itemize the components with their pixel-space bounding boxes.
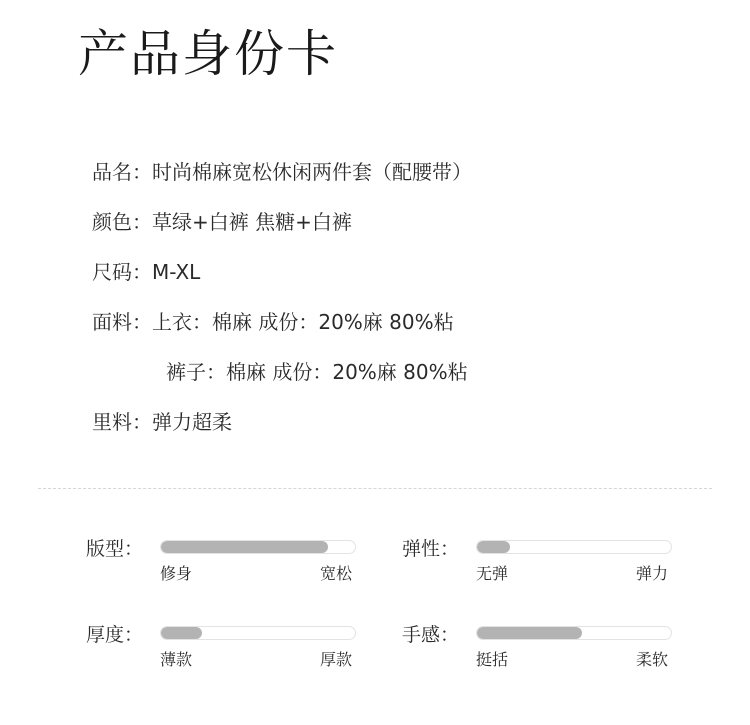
spec-row-lining <box>92 408 232 436</box>
spec-label: 颜色： <box>92 210 152 234</box>
spec-value: 裤子：棉麻 成份：20%麻 80%粘 <box>166 360 468 384</box>
spec-row-fabric <box>92 308 454 336</box>
gauge-label: 手感： <box>402 624 460 646</box>
spec-value: 草绿+白裤 焦糖+白裤 <box>152 210 352 234</box>
gauge-track <box>160 540 356 554</box>
gauge-min-label: 修身 <box>160 564 193 583</box>
gauge-min-label: 挺括 <box>476 650 509 669</box>
gauge-track <box>476 540 672 554</box>
spec-row-fabric-pants <box>166 358 468 386</box>
gauge-fill <box>161 627 202 639</box>
spec-label: 里料： <box>92 410 152 434</box>
section-divider <box>38 488 712 489</box>
spec-label: 面料： <box>92 310 152 334</box>
gauge-max-label: 宽松 <box>320 564 353 583</box>
spec-label: 品名： <box>92 160 152 184</box>
spec-value: 弹力超柔 <box>152 410 232 434</box>
gauge-fill <box>161 541 328 553</box>
spec-value: M-XL <box>152 260 201 284</box>
spec-label: 尺码： <box>92 260 152 284</box>
gauge-fill <box>477 541 510 553</box>
spec-row-name <box>92 158 472 186</box>
gauge-label: 弹性： <box>402 538 460 560</box>
gauge-min-label: 薄款 <box>160 650 193 669</box>
gauge-max-label: 厚款 <box>320 650 353 669</box>
spec-value: 时尚棉麻宽松休闲两件套（配腰带） <box>152 160 472 184</box>
gauge-track <box>476 626 672 640</box>
gauge-fill <box>477 627 582 639</box>
gauge-label: 版型： <box>86 538 144 560</box>
gauge-label: 厚度： <box>86 624 144 646</box>
spec-value: 上衣：棉麻 成份：20%麻 80%粘 <box>152 310 454 334</box>
gauge-min-label: 无弹 <box>476 564 509 583</box>
spec-row-color <box>92 208 352 236</box>
gauge-max-label: 柔软 <box>636 650 669 669</box>
gauge-track <box>160 626 356 640</box>
spec-row-size <box>92 258 200 286</box>
page-title: 产品身份卡 <box>78 25 338 83</box>
gauge-max-label: 弹力 <box>636 564 669 583</box>
